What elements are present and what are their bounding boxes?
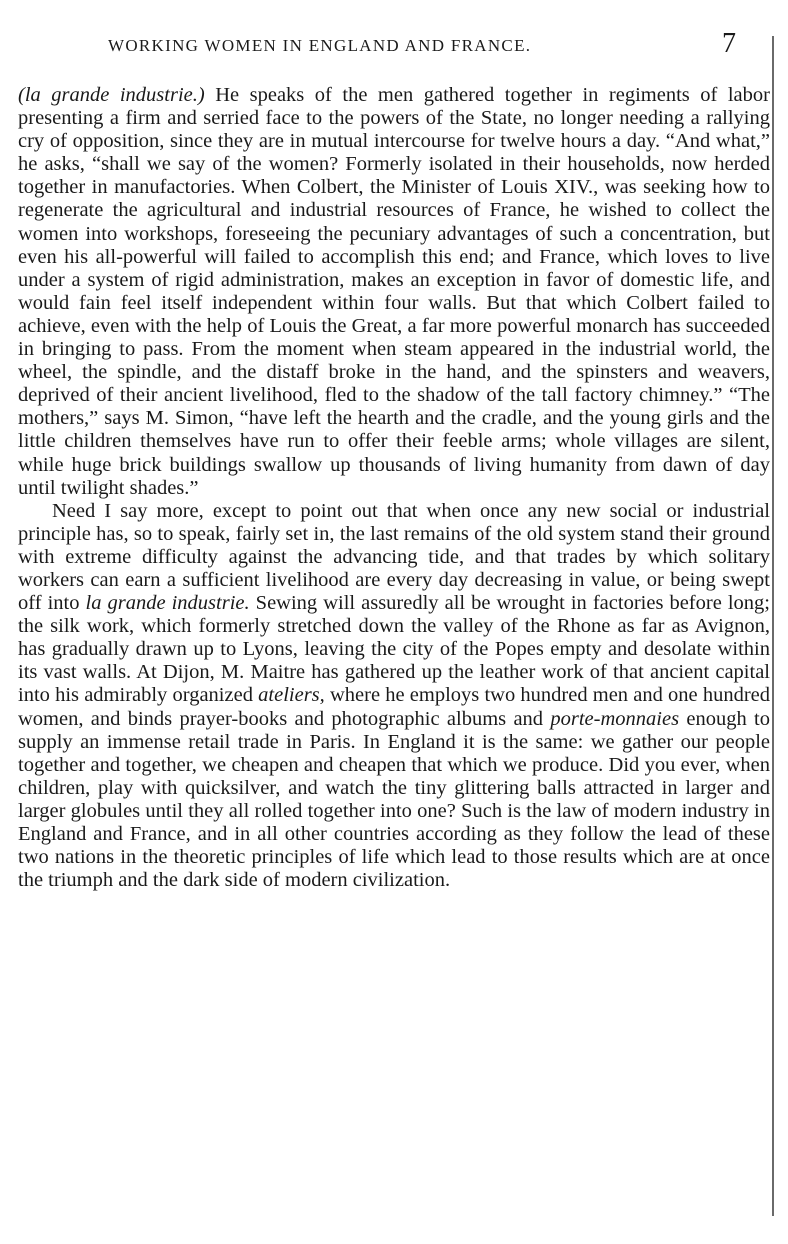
text-segment: la grande industrie. <box>85 592 250 615</box>
running-title: WORKING WOMEN IN ENGLAND AND FRANCE. <box>108 36 532 55</box>
paragraph-2 <box>18 500 770 893</box>
page-edge-rule <box>772 36 774 1216</box>
text-segment: Sewing will assuredly all be wrought in factories before long; the silk work, which formerly stretched down the valley of the Rhone as far as Avignon, has gradually drawn up to Lyons, leaving the city of the Popes empty and desolate within its vast walls. At Dijon, M. Maitre has gathered up the leather work of that ancient capital into his admirably organized <box>18 592 770 707</box>
text-segment: (la grande industrie.) <box>18 84 205 106</box>
body-text <box>18 84 770 892</box>
text-segment: enough to supply an immense retail trade in Paris. In England it is the same: we gather our people together and together, we cheapen and cheapen that which we produce. Did you ever, when children, play with quicksilver, and watch the tiny glittering balls attracted in larger and larger globules until they all rolled together into one? Such is the law of modern industry in England and France, and in all other countries according as they follow the lead of these two nations in the theoretic principles of life which lead to those results which are at once the triumph and the dark side of modern civilization. <box>18 707 770 892</box>
paragraph-1 <box>18 84 770 500</box>
text-segment: porte-monnaies <box>550 707 680 730</box>
page-number: 7 <box>722 28 736 59</box>
text-segment: where he employs two hundred men and one hundred women, and binds prayer-books and photographic albums and <box>18 684 771 730</box>
text-segment: ateliers, <box>258 684 325 707</box>
text-segment: He speaks of the men gathered together in regiments of labor presenting a firm and serried face to the powers of the State, no longer needing a rallying cry of opposition, since they are in mutual intercourse for twelve hours a day. “And what,” he asks, “shall we say of the women? Formerly isolated in their households, now herded together in manufactories. When Colbert, the Minister of Louis XIV., was seeking how to regenerate the agricultural and industrial resources of France, he wished to collect the women into workshops, foreseeing the pecuniary advantages of such a concentration, but even his all-powerful will failed to accomplish this end; and France, which loves to live under a system of rigid administration, makes an exception in favor of domestic life, and would fain feel itself independent within four walls. But that which Colbert failed to achieve, even with the help of Louis the Great, a far more powerful monarch has succeeded in bringing to pass. From the moment when steam appeared in the industrial world, the wheel, the spindle, and the distaff broke in the hand, and the spinsters and weavers, deprived of their ancient livelihood, fled to the shadow of the tall factory chimney.” “The mothers,” says M. Simon, “have left the hearth and the cradle, and the young girls and the little children themselves have run to offer their feeble arms; whole villages are silent, while huge brick buildings swallow up thousands of living humanity from dawn of day until twilight shades.” <box>18 84 770 499</box>
page-header <box>0 28 760 68</box>
text-segment: Need I say more, except to point out that when once any new social or industrial principle has, so to speak, fairly set in, the last remains of the old system stand their ground with extreme difficulty against the advancing tide, and that trades by which solitary workers can earn a sufficient livelihood are every day decreasing in value, or being swept off into <box>18 499 770 615</box>
